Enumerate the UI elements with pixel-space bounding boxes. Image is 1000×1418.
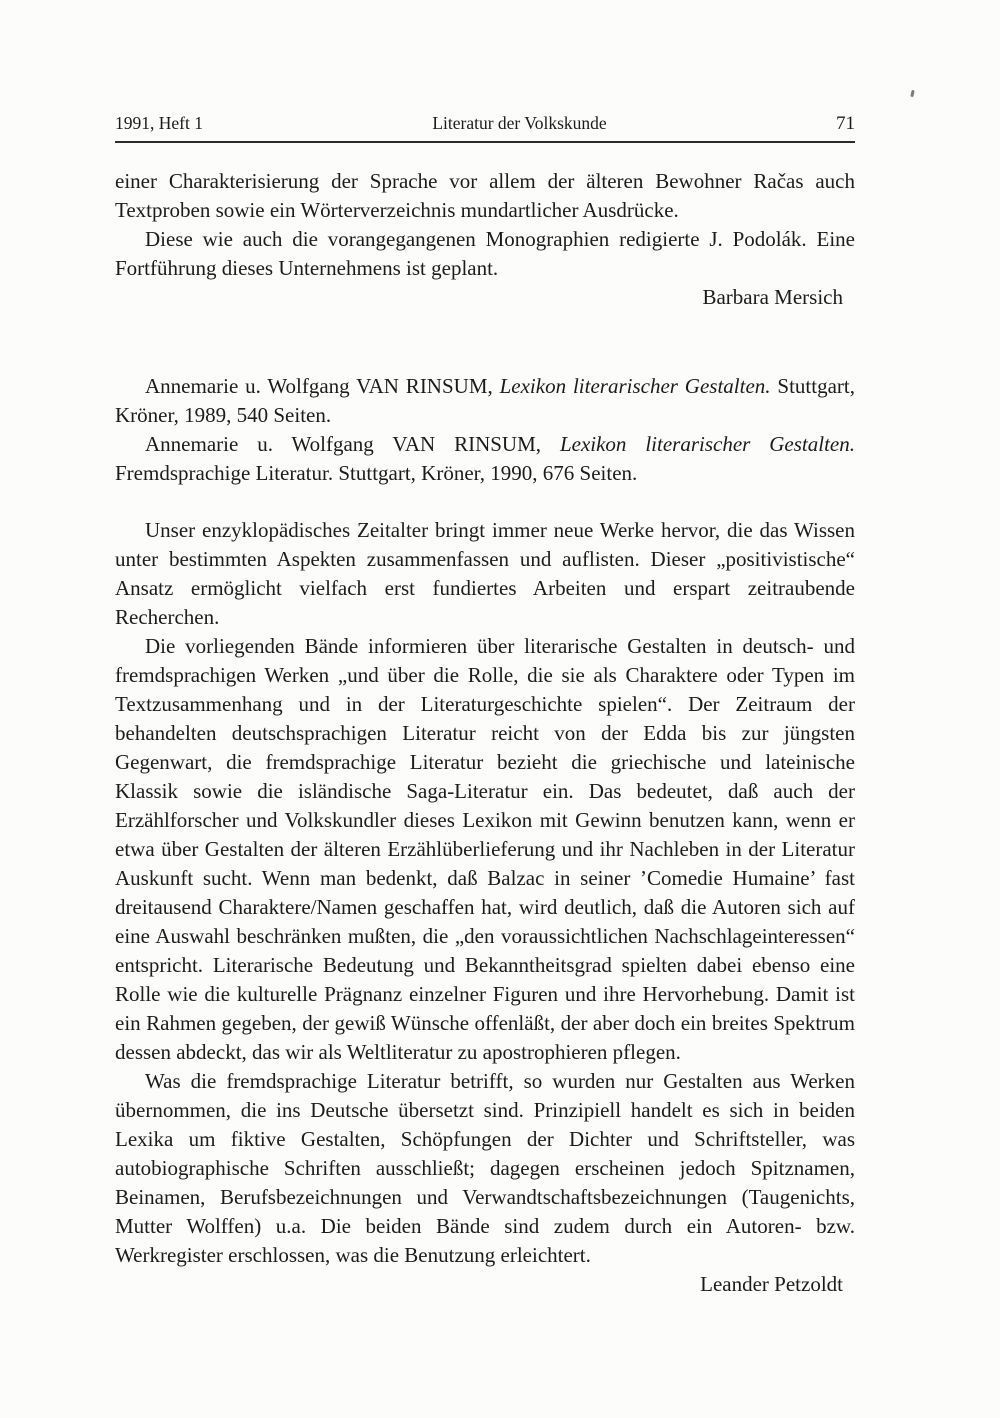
header-journal-title: Literatur der Volkskunde: [432, 113, 607, 133]
reviewer-signature-1: Barbara Mersich: [702, 285, 843, 309]
citation-1-title: Lexikon literarischer Gestalten.: [499, 374, 771, 398]
review2-paragraph-2: Die vorliegenden Bände informieren über literarische Gestalten in deutsch- und fremdsprachigen Werken „und über die Rolle, die sie als Charaktere oder Typen im Textzusammenhang und in der Literaturgeschichte spielen“. Der Zeitraum der behandelten deutschsprachigen Literatur reicht von der Edda bis zur jüngsten Gegenwart, die fremdsprachige Literatur bezieht die griechische und lateinische Klassik sowie die isländische Saga-Literatur ein. Das bedeutet, daß auch der Erzählforscher und Volkskundler dieses Lexikon mit Gewinn benutzen kann, wenn er etwa über Gestalten der älteren Erzählüberlieferung und ihr Nachleben in der Literatur Auskunft sucht. Wenn man bedenkt, daß Balzac in seiner ’Comedie Humaine’ fast dreitausend Charaktere/Namen geschaffen hat, wird deutlich, daß die Autoren sich auf eine Auswahl beschränken mußten, die „den voraussichtlichen Nachschlageinteressen“ entspricht. Literarische Bedeutung und Bekanntheitsgrad spielten dabei ebenso eine Rolle wie die kulturelle Prägnanz einzelner Figuren und ihre Hervorhebung. Damit ist ein Rahmen gegeben, der gewiß Wünsche offenläßt, der aber doch ein breites Spektrum dessen abdeckt, das wir als Weltliteratur zu apostrophieren pflegen.: [115, 634, 855, 1064]
citation-2-imprint: Fremdsprachige Literatur. Stuttgart, Kröner, 1990, 676 Seiten.: [115, 461, 638, 485]
scan-artifact: [910, 90, 914, 97]
header-issue-label: 1991, Heft 1: [115, 113, 203, 133]
citation-2-authors: Annemarie u. Wolfgang VAN RINSUM,: [145, 432, 560, 456]
citation-1-authors: Annemarie u. Wolfgang VAN RINSUM,: [145, 374, 500, 398]
reviewer-signature-2: Leander Petzoldt: [700, 1272, 843, 1296]
header-rule: [115, 141, 855, 143]
running-head: [115, 112, 855, 135]
review2-paragraph-3: Was die fremdsprachige Literatur betrifft, so wurden nur Gestalten aus Werken übernommen, die ins Deutsche übersetzt sind. Prinzipiell handelt es sich in beiden Lexika um fiktive Gestalten, Schöpfungen der Dichter und Schriftsteller, was autobiographische Schriften ausschließt; dagegen erscheinen jedoch Spitznamen, Beinamen, Berufsbezeichnungen und Verwandtschaftsbezeichnungen (Taugenichts, Mutter Wolffen) u.a. Die beiden Bände sind zudem durch ein Autoren- bzw. Werkregister erschlossen, was die Benutzung erleichtert.: [115, 1069, 855, 1267]
citation-1-imprint: Stuttgart, Kröner, 1989, 540 Seiten.: [115, 374, 855, 427]
citation-block: [115, 372, 855, 488]
page-content: [115, 0, 855, 1299]
review1-paragraph: Diese wie auch die vorangegangenen Monographien redigierte J. Podolák. Eine Fortführung dieses Unternehmens ist geplant.: [115, 227, 855, 280]
page-number: 71: [836, 113, 855, 134]
citation-2-title: Lexikon literarischer Gestalten.: [559, 432, 855, 456]
review1-paragraph-continuation: einer Charakterisierung der Sprache vor allem der älteren Bewohner Račas auch Textproben sowie ein Wörterverzeichnis mundartlicher Ausdrücke.: [115, 169, 855, 222]
citation-entry-1: [115, 372, 855, 430]
review2-paragraph-1: Unser enzyklopädisches Zeitalter bringt immer neue Werke hervor, die das Wissen unter bestimmten Aspekten zusammenfassen und auflisten. Dieser „positivistische“ Ansatz ermöglicht vielfach erst fundiertes Arbeiten und erspart zeitraubende Recherchen.: [115, 518, 855, 629]
citation-entry-2: [115, 430, 855, 488]
page-body: [115, 167, 855, 1299]
